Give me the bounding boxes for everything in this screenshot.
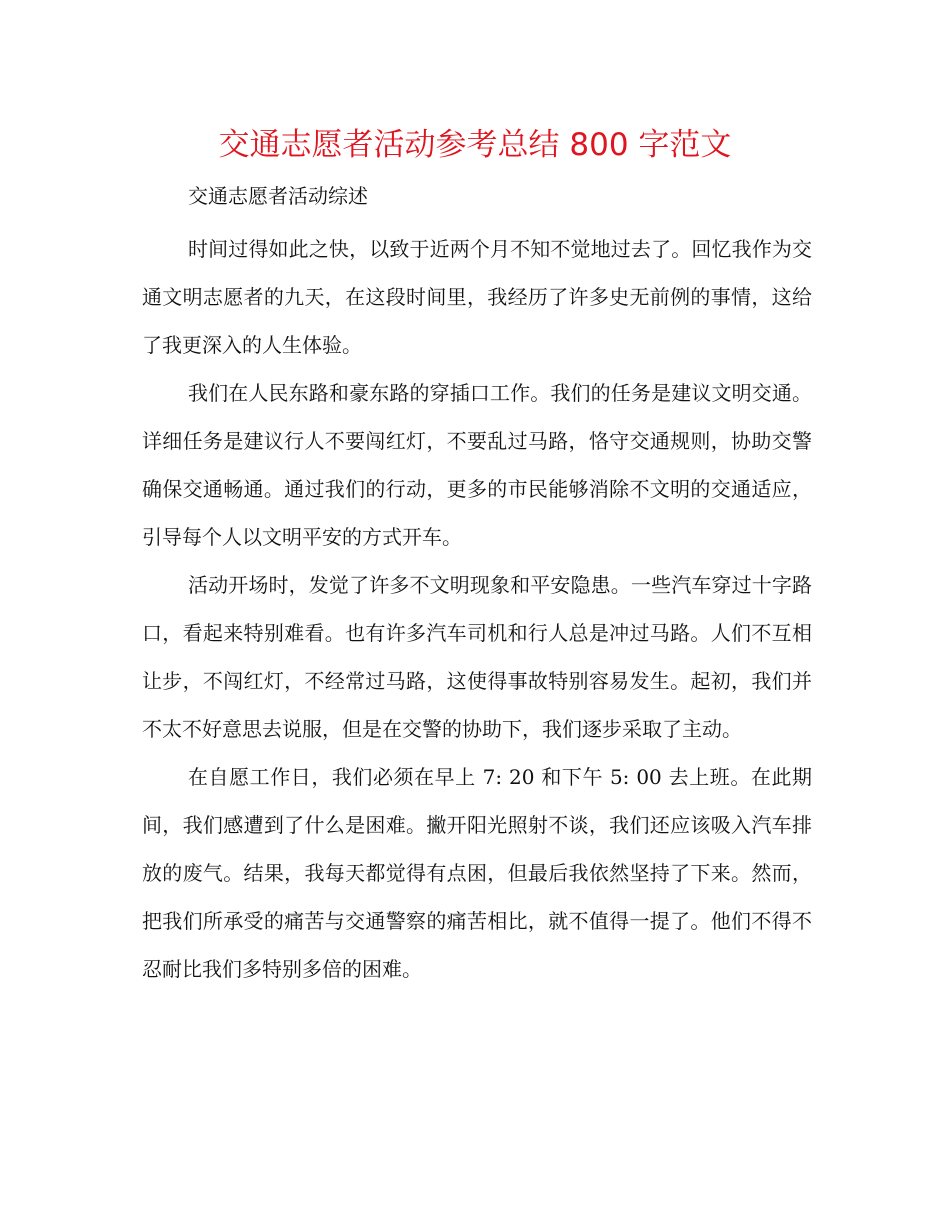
document-title: 交通志愿者活动参考总结 800 字范文 xyxy=(218,127,732,163)
paragraph: 在自愿工作日，我们必须在早上 7: 20 和下午 5: 00 去上班。在此期间，我们感遭到了什么是困难。撇开阳光照射不谈，我们还应该吸入汽车排放的废气。结果，我每天都觉得有点困，但最后我依然坚持了下来。然而，把我们所承受的痛苦与交通警察的痛苦相比，就不值得一提了。他们不得不忍耐比我们多特别多倍的困难。 xyxy=(142,765,812,981)
document-subtitle: 交通志愿者活动综述 xyxy=(188,184,368,208)
paragraph: 我们在人民东路和豪东路的穿插口工作。我们的任务是建议文明交通。详细任务是建议行人不要闯红灯，不要乱过马路，恪守交通规则，协助交警确保交通畅通。通过我们的行动，更多的市民能够消除不文明的交通适应，引导每个人以文明平安的方式开车。 xyxy=(142,381,812,549)
paragraph: 活动开场时，发觉了许多不文明现象和平安隐患。一些汽车穿过十字路口，看起来特别难看。也有许多汽车司机和行人总是冲过马路。人们不互相让步，不闯红灯，不经常过马路，这使得事故特别容易发生。起初，我们并不太不好意思去说服，但是在交警的协助下，我们逐步采取了主动。 xyxy=(142,573,812,741)
paragraph: 时间过得如此之快，以致于近两个月不知不觉地过去了。回忆我作为交通文明志愿者的九天，在这段时间里，我经历了许多史无前例的事情，这给了我更深入的人生体验。 xyxy=(142,237,812,357)
document-body xyxy=(142,225,812,993)
